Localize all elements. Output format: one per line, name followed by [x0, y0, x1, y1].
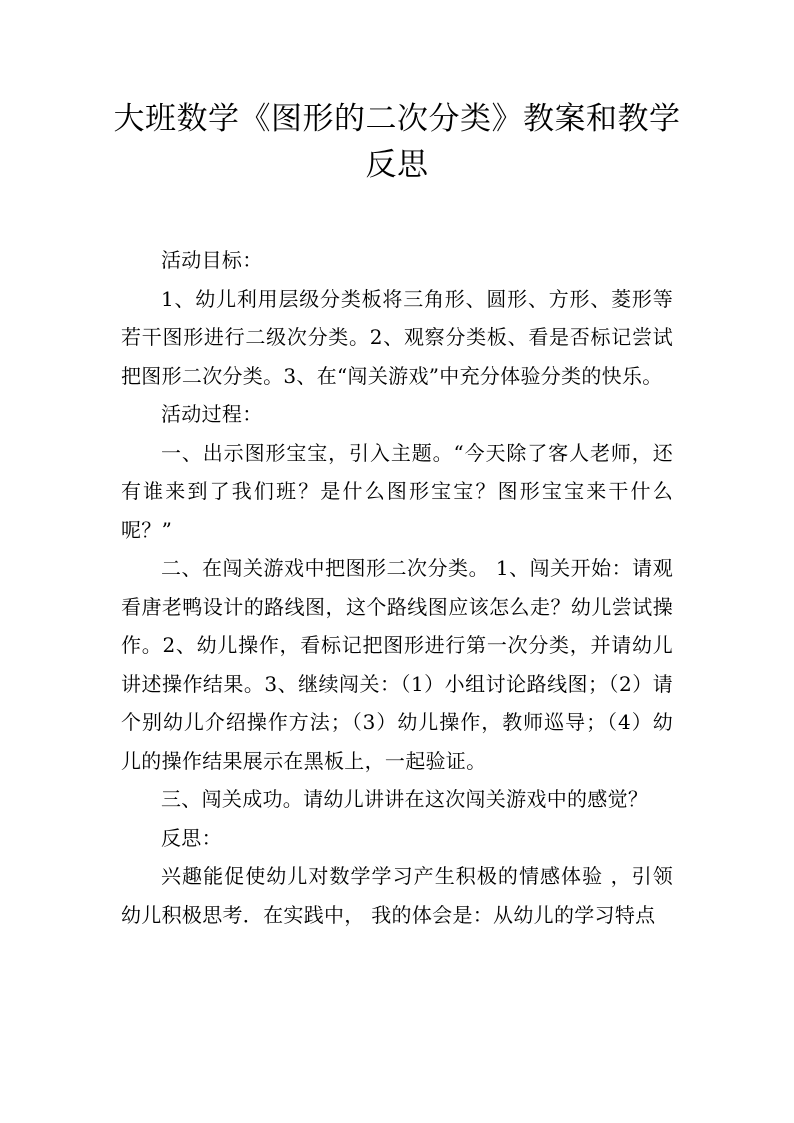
paragraph-goals: 1、幼儿利用层级分类板将三角形、圆形、方形、菱形等若干图形进行二级次分类。2、观察分类板、看是否标记尝试把图形二次分类。3、在“闯关游戏”中充分体验分类的快乐。 — [121, 286, 673, 388]
paragraph-reflection-heading: 反思： — [161, 825, 222, 850]
document-body — [121, 241, 673, 934]
paragraph-reflection: 兴趣能促使幼儿对数学学习产生积极的情感体验 ，引领幼儿积极思考．在实践中， 我的体会是：从幼儿的学习特点 — [121, 864, 673, 927]
paragraph-goals-heading: 活动目标： — [161, 248, 263, 272]
paragraph-step-two: 二、在闯关游戏中把图形二次分类。 1、闯关开始：请观看唐老鸭设计的路线图，这个路线图应该怎么走？幼儿尝试操作。2、幼儿操作，看标记把图形进行第一次分类，并请幼儿讲述操作结果。3、继续闯关：（1）小组讨论路线图；（2）请个别幼儿介绍操作方法；（3）幼儿操作，教师巡导；（4）幼儿的操作结果展示在黑板上，一起验证。 — [121, 556, 673, 773]
document-title: 大班数学《图形的二次分类》教案和教学反思 — [113, 101, 681, 183]
paragraph-step-one: 一、出示图形宝宝，引入主题。“今天除了客人老师，还有谁来到了我们班？是什么图形宝宝？图形宝宝来干什么呢？” — [121, 440, 673, 542]
paragraph-step-three: 三、闯关成功。请幼儿讲讲在这次闯关游戏中的感觉？ — [161, 787, 649, 811]
paragraph-process-heading: 活动过程： — [161, 402, 263, 426]
